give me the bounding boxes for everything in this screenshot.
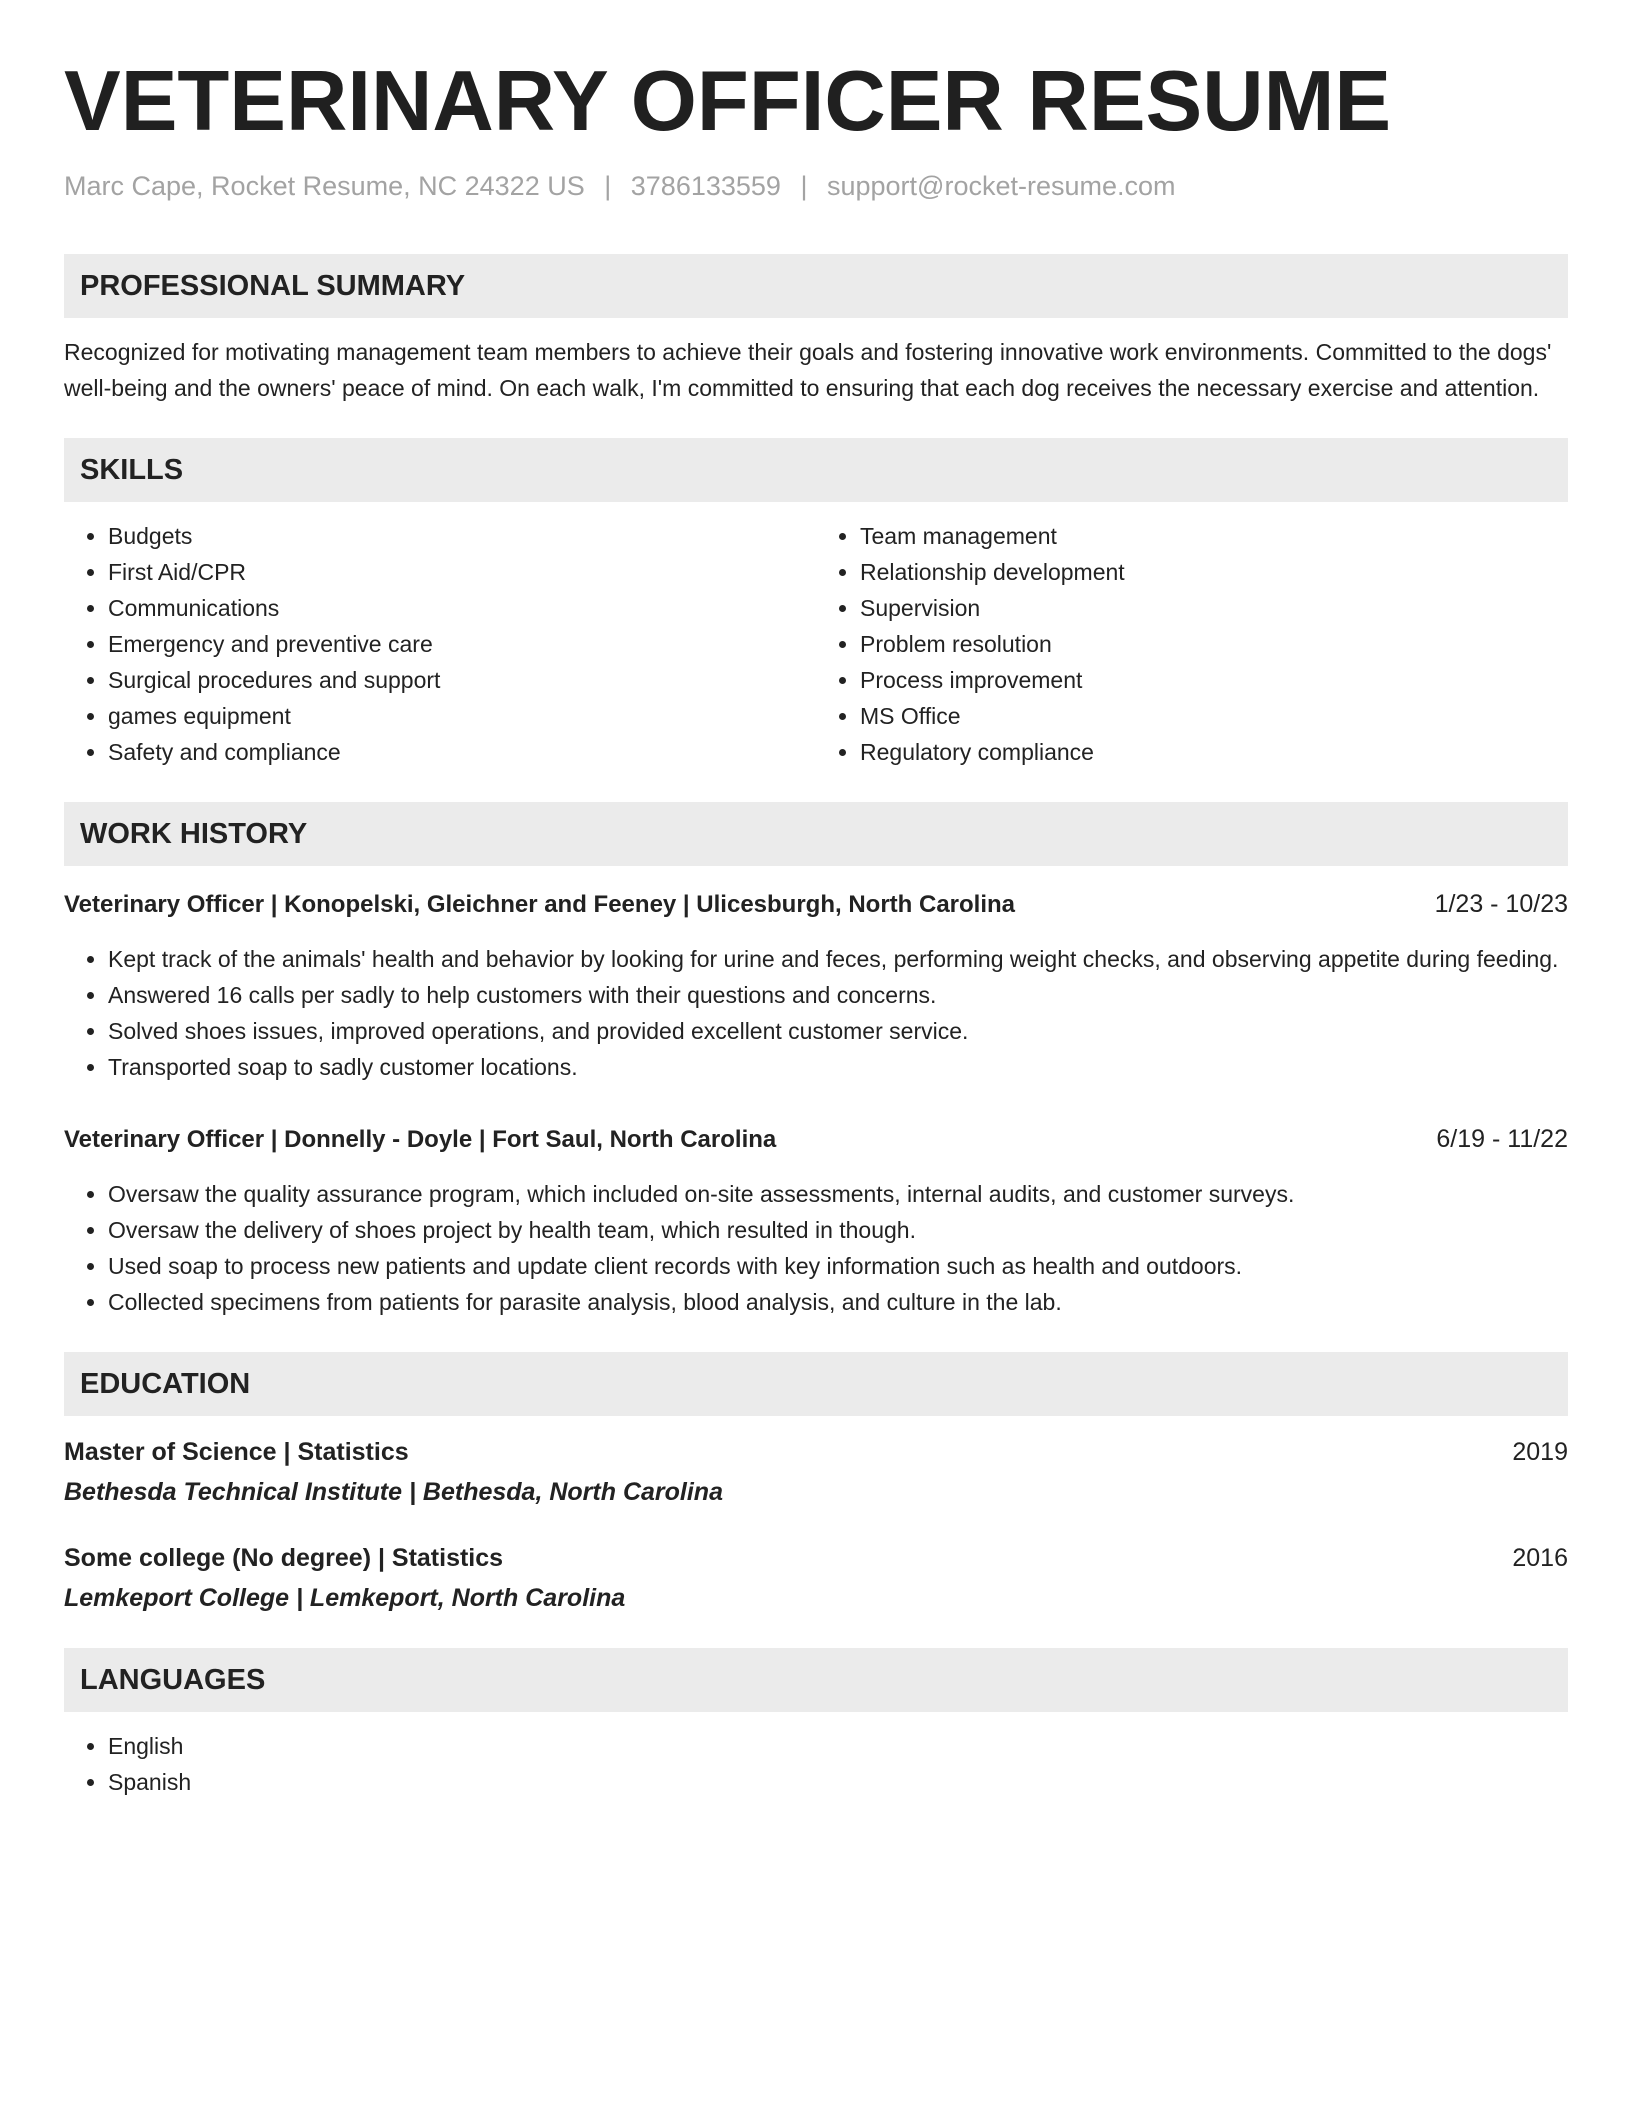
job-bullet: • Kept track of the animals' health and behavior by looking for urine and feces, performing weight checks, and observing appetite during feeding. [108,941,1568,977]
contact-email: support@rocket-resume.com [826,171,1176,201]
education-header [64,1434,1568,1470]
job-header [64,886,1568,923]
section-heading-education: EDUCATION [64,1352,1568,1416]
job-bullets [64,1176,1568,1320]
skill-item: • Safety and compliance [108,734,816,770]
section-heading-summary: PROFESSIONAL SUMMARY [64,254,1568,318]
skill-item: • Surgical procedures and support [108,662,816,698]
job-entry [64,886,1568,1085]
skill-item: • MS Office [860,698,1568,734]
skill-item: • Process improvement [860,662,1568,698]
skill-item: • Problem resolution [860,626,1568,662]
skill-item: • games equipment [108,698,816,734]
education-entry [64,1540,1568,1616]
education-year: 2019 [1512,1438,1568,1466]
education-degree: Some college (No degree) | Statistics [64,1544,504,1572]
languages-list [64,1728,1568,1800]
job-title: Veterinary Officer | Donnelly - Doyle | Fort Saul, North Carolina [64,1126,777,1153]
job-bullets [64,941,1568,1085]
skills-list-right [816,518,1568,770]
section-heading-skills: SKILLS [64,438,1568,502]
skill-item: • First Aid/CPR [108,554,816,590]
job-header [64,1121,1568,1158]
language-item: • English [108,1728,1568,1764]
skill-item: • Communications [108,590,816,626]
skill-item: • Budgets [108,518,816,554]
contact-separator: | [800,171,808,201]
job-bullet: • Collected specimens from patients for parasite analysis, blood analysis, and culture in the lab. [108,1284,1568,1320]
job-title: Veterinary Officer | Konopelski, Gleichner and Feeney | Ulicesburgh, North Carolina [64,891,1016,918]
section-heading-work-history: WORK HISTORY [64,802,1568,866]
education-entry [64,1434,1568,1510]
job-bullet: • Transported soap to sadly customer locations. [108,1049,1568,1085]
contact-address: Marc Cape, Rocket Resume, NC 24322 US [64,171,585,201]
skill-item: • Relationship development [860,554,1568,590]
skill-item: • Regulatory compliance [860,734,1568,770]
skills-columns [64,518,1568,770]
job-entry [64,1121,1568,1320]
skill-item: • Team management [860,518,1568,554]
education-school: Lemkeport College | Lemkeport, North Carolina [64,1584,626,1612]
education-degree: Master of Science | Statistics [64,1438,409,1466]
summary-text: Recognized for motivating management team members to achieve their goals and fostering innovative work environments. Committed to the dogs' well-being and the owners' peace of mind. On each walk, I'm committed to ensuring that each dog receives the necessary exercise and attention. [64,339,1552,401]
job-bullet: • Answered 16 calls per sadly to help customers with their questions and concerns. [108,977,1568,1013]
skill-item: • Supervision [860,590,1568,626]
education-year: 2016 [1512,1544,1568,1572]
contact-line [64,168,1568,204]
contact-phone: 3786133559 [630,171,781,201]
job-dates: 1/23 - 10/23 [1434,890,1568,918]
contact-separator: | [604,171,612,201]
education-school: Bethesda Technical Institute | Bethesda, North Carolina [64,1478,723,1506]
skills-list-left [64,518,816,770]
job-bullet: • Oversaw the delivery of shoes project by health team, which resulted in though. [108,1212,1568,1248]
job-bullet: • Used soap to process new patients and update client records with key information such as health and outdoors. [108,1248,1568,1284]
section-heading-languages: LANGUAGES [64,1648,1568,1712]
page-title: VETERINARY OFFICER RESUME [64,54,1392,149]
language-item: • Spanish [108,1764,1568,1800]
education-header [64,1540,1568,1576]
job-dates: 6/19 - 11/22 [1436,1125,1568,1153]
job-bullet: • Solved shoes issues, improved operations, and provided excellent customer service. [108,1013,1568,1049]
job-bullet: • Oversaw the quality assurance program, which included on-site assessments, internal audits, and customer surveys. [108,1176,1568,1212]
skill-item: • Emergency and preventive care [108,626,816,662]
